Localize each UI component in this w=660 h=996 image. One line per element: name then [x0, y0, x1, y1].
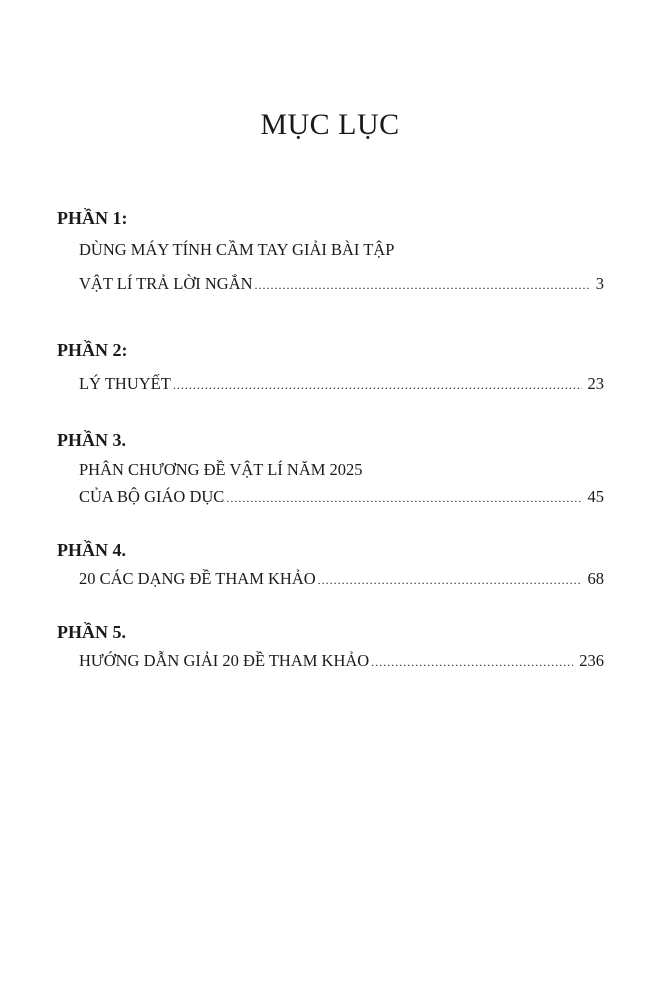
part-3-entry-label: CỦA BỘ GIÁO DỤC — [79, 487, 225, 506]
part-1-heading: PHẦN 1: — [57, 208, 128, 228]
part-4-heading: PHẦN 4. — [57, 540, 126, 560]
part-1-entry[interactable] — [79, 274, 604, 294]
toc-title: MỤC LỤC — [260, 108, 400, 141]
part-3-heading: PHẦN 3. — [57, 430, 126, 450]
part-2-heading: PHẦN 2: — [57, 340, 128, 360]
part-5-page-number: 236 — [579, 651, 604, 670]
dot-leader — [173, 379, 582, 391]
dot-leader — [226, 492, 581, 504]
part-3-entry[interactable] — [79, 487, 604, 507]
dot-leader — [318, 574, 582, 586]
dot-leader — [255, 279, 590, 291]
part-1-title-line-1: DÙNG MÁY TÍNH CẦM TAY GIẢI BÀI TẬP — [79, 240, 395, 259]
part-1-page-number: 3 — [595, 274, 604, 293]
part-4-entry-label: 20 CÁC DẠNG ĐỀ THAM KHẢO — [79, 569, 316, 588]
part-2-page-number: 23 — [587, 374, 604, 393]
part-5-entry[interactable] — [79, 651, 604, 671]
part-2-entry[interactable] — [79, 374, 604, 394]
part-2-entry-label: LÝ THUYẾT — [79, 374, 171, 393]
part-5-heading: PHẦN 5. — [57, 622, 126, 642]
part-5-entry-label: HƯỚNG DẪN GIẢI 20 ĐỀ THAM KHẢO — [79, 651, 370, 670]
part-3-title-line-1: PHÂN CHƯƠNG ĐỀ VẬT LÍ NĂM 2025 — [79, 460, 363, 479]
part-4-entry[interactable] — [79, 569, 604, 589]
part-3-page-number: 45 — [587, 487, 604, 506]
dot-leader — [371, 656, 573, 668]
part-1-entry-label: VẬT LÍ TRẢ LỜI NGẮN — [79, 274, 253, 293]
part-4-page-number: 68 — [587, 569, 604, 588]
